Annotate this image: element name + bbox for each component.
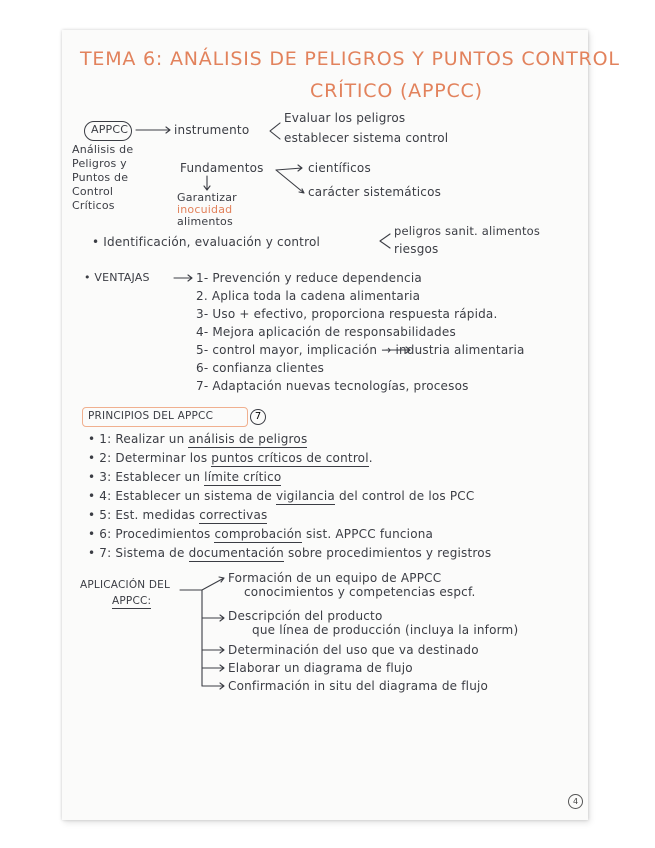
caracter-text: carácter sistemáticos <box>308 185 442 199</box>
side-note-line1: Análisis de <box>72 143 134 156</box>
ventaja-item-4: 4- Mejora aplicación de responsabilidades <box>196 325 456 339</box>
ventajas-label: • VENTAJAS <box>84 271 150 284</box>
principio-item-7: • 7: Sistema de documentación sobre procedimientos y registros <box>88 546 492 560</box>
notebook-page <box>62 30 620 820</box>
peligros-sanit-text: peligros sanit. alimentos <box>394 224 541 238</box>
ventaja-item-7: 7- Adaptación nuevas tecnologías, procesos <box>196 379 469 393</box>
appcc-label: APPCC <box>91 123 129 136</box>
ventaja-item-5: 5- control mayor, implicación → industria alimentaria <box>196 343 525 357</box>
ventaja-item-6: 6- confianza clientes <box>196 361 325 375</box>
side-note-line4: Control <box>72 185 114 198</box>
principio-item-6: • 6: Procedimientos comprobación sist. APPCC funciona <box>88 527 434 541</box>
principios-count-badge: 7 <box>250 409 266 425</box>
alimentos-text: alimentos <box>177 215 233 228</box>
aplicacion-item-2-line1: Descripción del producto <box>228 609 383 623</box>
principio-item-4: • 4: Establecer un sistema de vigilancia del control de los PCC <box>88 489 475 503</box>
fundamentos-text: Fundamentos <box>180 161 264 175</box>
aplicacion-label-line1: APLICACIÓN DEL <box>80 579 171 591</box>
inocuidad-text: inocuidad <box>177 203 233 216</box>
ventaja-item-2: 2. Aplica toda la cadena alimentaria <box>196 289 421 303</box>
page-title-line1: TEMA 6: ANÁLISIS DE PELIGROS Y PUNTOS CONTROL <box>80 48 620 70</box>
principio-item-3: • 3: Establecer un límite crítico <box>88 470 282 484</box>
page-number: 4 <box>568 794 583 809</box>
page-title-line2: CRÍTICO (APPCC) <box>310 80 483 102</box>
garantizar-text: Garantizar <box>177 191 237 204</box>
aplicacion-item-1-line1: Formación de un equipo de APPCC <box>228 571 442 585</box>
identificacion-text: • Identificación, evaluación y control <box>92 235 321 249</box>
principio-item-2: • 2: Determinar los puntos críticos de control. <box>88 451 373 465</box>
establecer-text: establecer sistema control <box>284 131 449 145</box>
aplicacion-item-1-line2: conocimientos y competencias espcf. <box>244 585 476 599</box>
evaluar-text: Evaluar los peligros <box>284 111 406 125</box>
aplicacion-label-line2: APPCC: <box>112 595 152 607</box>
aplicacion-item-4: Elaborar un diagrama de flujo <box>228 661 413 675</box>
ventaja-item-1: 1- Prevención y reduce dependencia <box>196 271 422 285</box>
principio-item-1: • 1: Realizar un análisis de peligros <box>88 432 308 446</box>
cientificos-text: científicos <box>308 161 371 175</box>
side-note-line3: Puntos de <box>72 171 129 184</box>
aplicacion-item-5: Confirmación in situ del diagrama de flujo <box>228 679 489 693</box>
aplicacion-item-3: Determinación del uso que va destinado <box>228 643 479 657</box>
instrumento-text: instrumento <box>174 123 250 137</box>
side-note-line2: Peligros y <box>72 157 127 170</box>
side-note-line5: Críticos <box>72 199 115 212</box>
principio-item-5: • 5: Est. medidas correctivas <box>88 508 268 522</box>
principios-label: PRINCIPIOS DEL APPCC <box>88 410 214 422</box>
riesgos-text: riesgos <box>394 242 439 256</box>
ventaja-item-3: 3- Uso + efectivo, proporciona respuesta rápida. <box>196 307 498 321</box>
aplicacion-item-2-line2: que línea de producción (incluya la inform) <box>252 623 519 637</box>
